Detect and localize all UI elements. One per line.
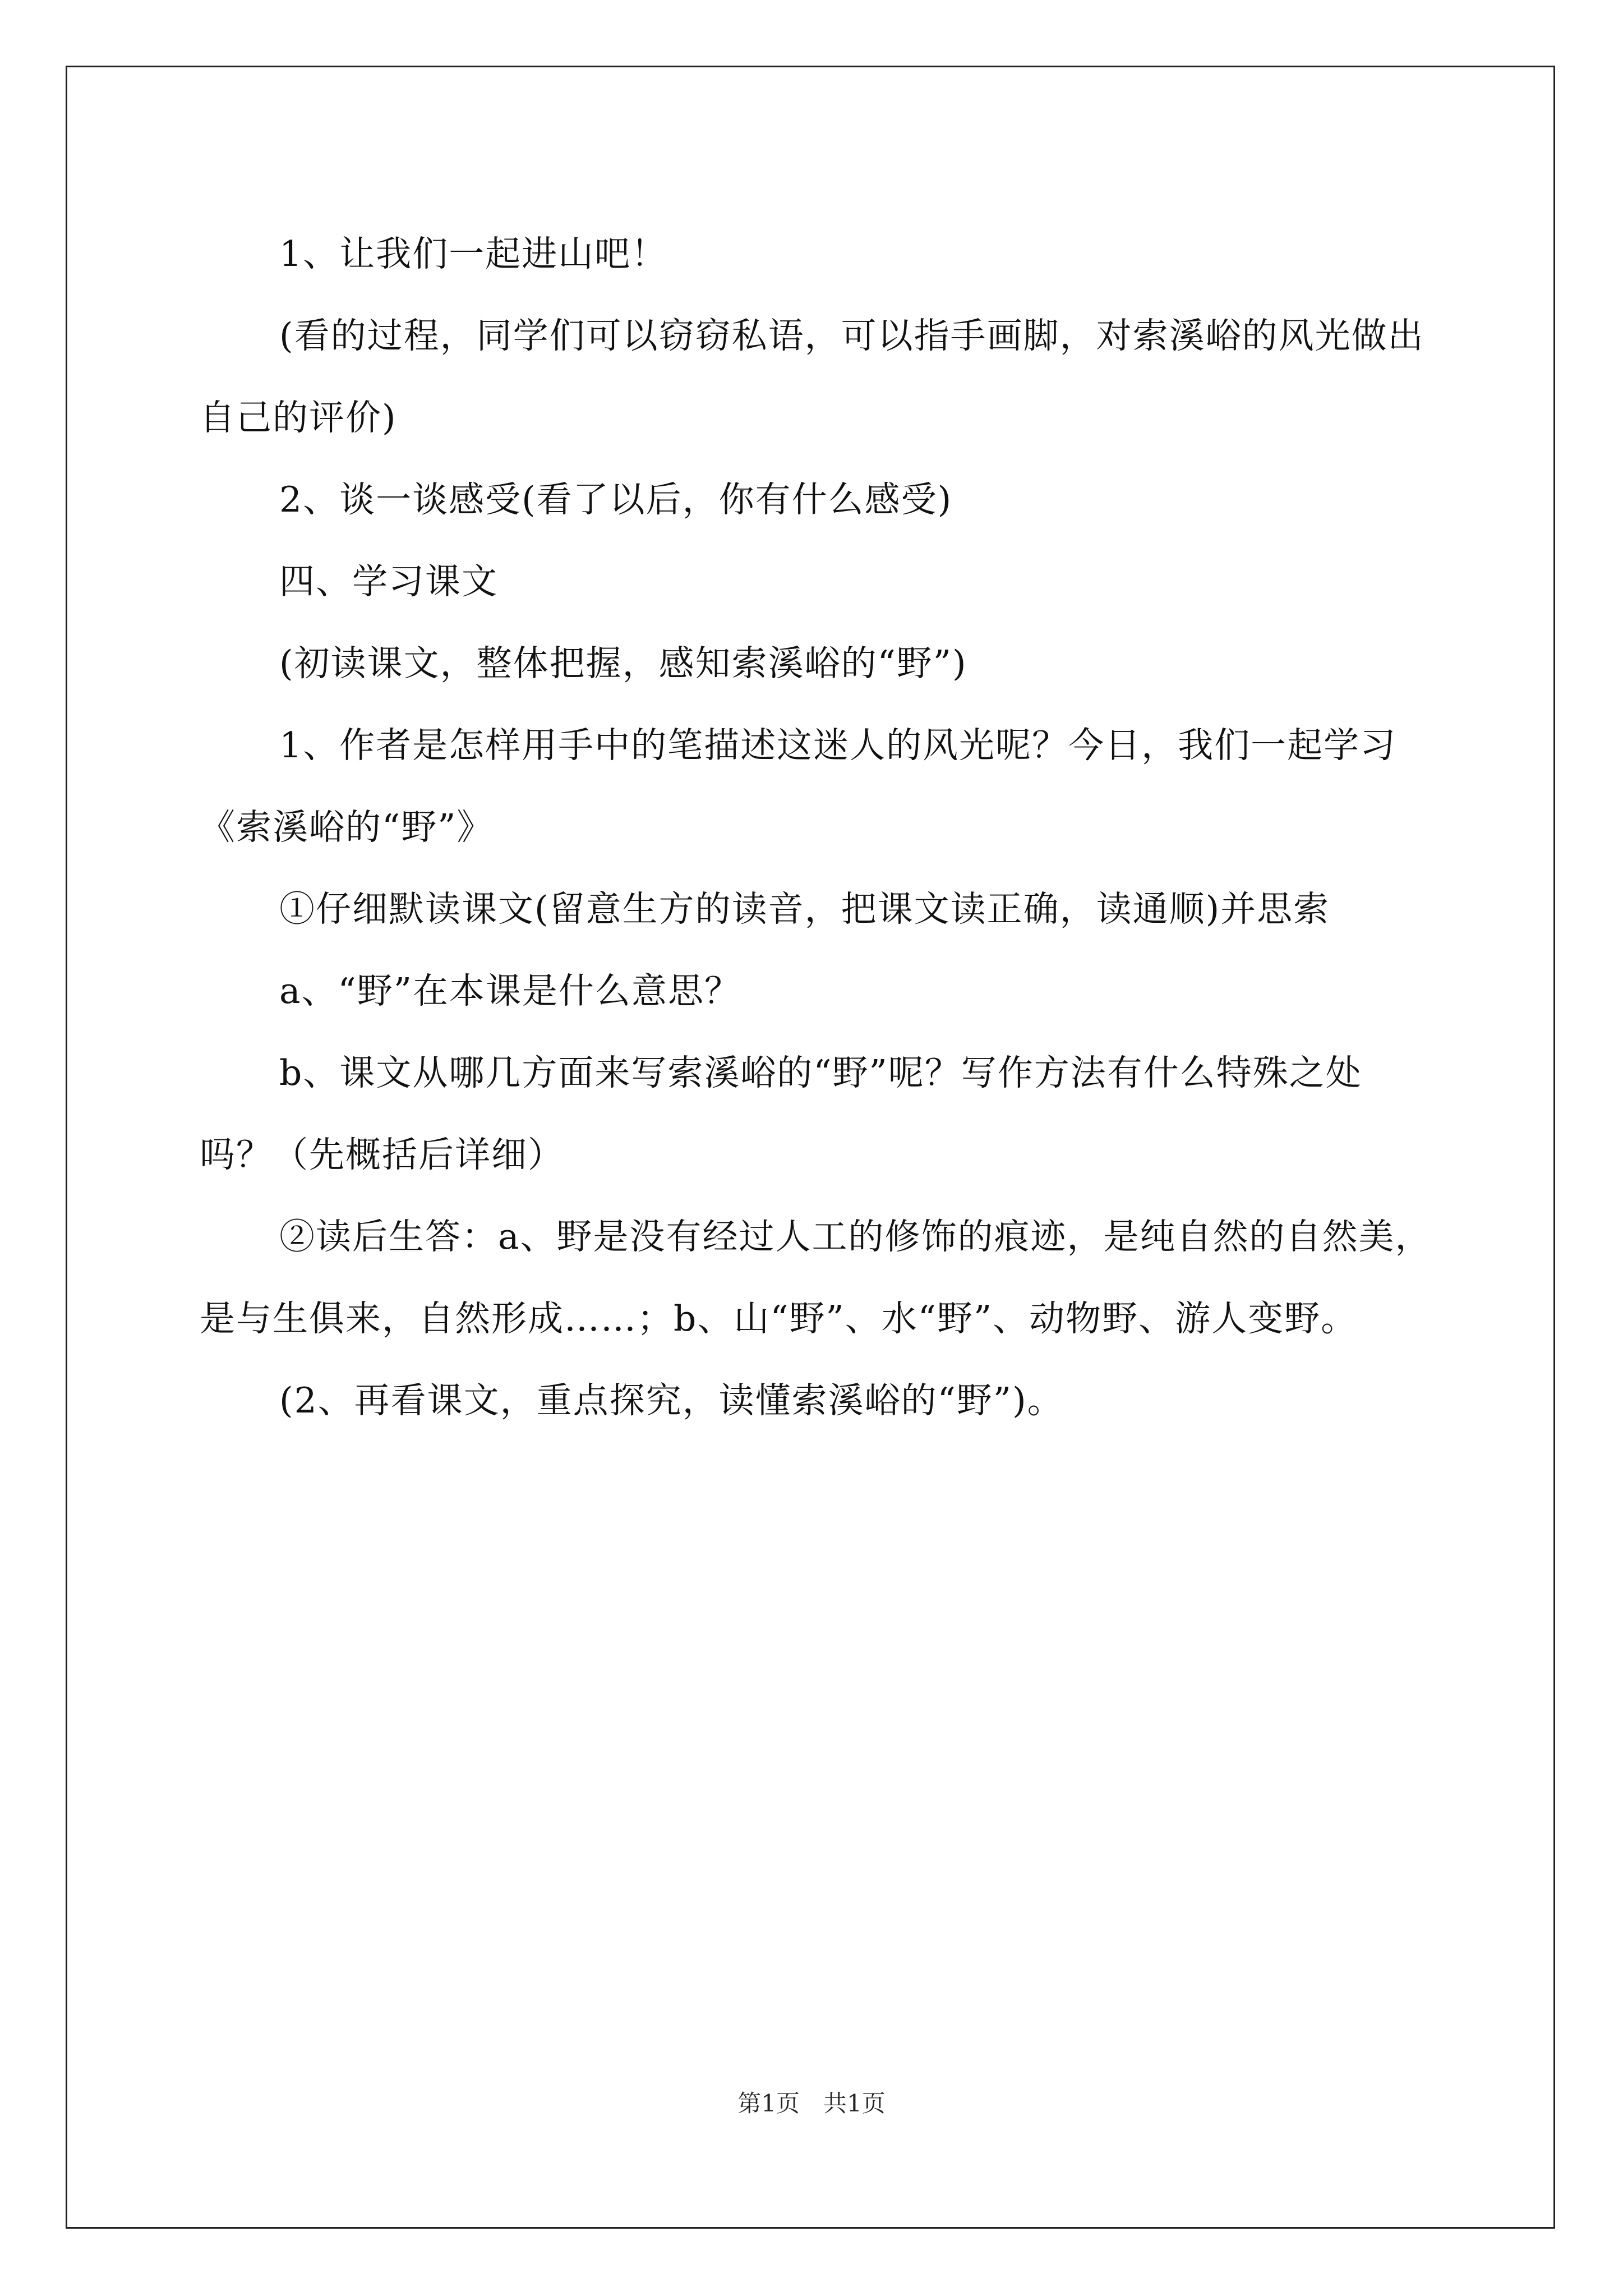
paragraph: (初读课文，整体把握，感知索溪峪的“野”) [279, 643, 967, 684]
document-body [200, 213, 1433, 1442]
page-footer: 第1页 共1页 [737, 2090, 886, 2117]
section-heading: 四、学习课文 [279, 561, 498, 602]
paragraph: (看的过程，同学们可以窃窃私语，可以指手画脚，对索溪峪的风光做出自己的评价) [200, 315, 1424, 438]
paragraph: 1、让我们一起进山吧！ [279, 233, 668, 274]
paragraph: 1、作者是怎样用手中的笔描述这迷人的风光呢？今日，我们一起学习《索溪峪的“野”》 [200, 725, 1397, 848]
paragraph: b、课文从哪几方面来写索溪峪的“野”呢？写作方法有什么特殊之处吗？（先概括后详细） [200, 1052, 1362, 1175]
paragraph: ②读后生答：a、野是没有经过人工的修饰的痕迹，是纯自然的自然美，是与生俱来，自然形成……；b、山“野”、水“野”、动物野、游人变野。 [200, 1216, 1432, 1339]
paragraph: a、“野”在本课是什么意思？ [279, 970, 741, 1011]
paragraph: (2、再看课文，重点探究，读懂索溪峪的“野”)。 [279, 1380, 1064, 1421]
paragraph: 2、谈一谈感受(看了以后，你有什么感受) [279, 479, 953, 520]
paragraph: ①仔细默读课文(留意生方的读音，把课文读正确，读通顺)并思索 [279, 889, 1330, 930]
